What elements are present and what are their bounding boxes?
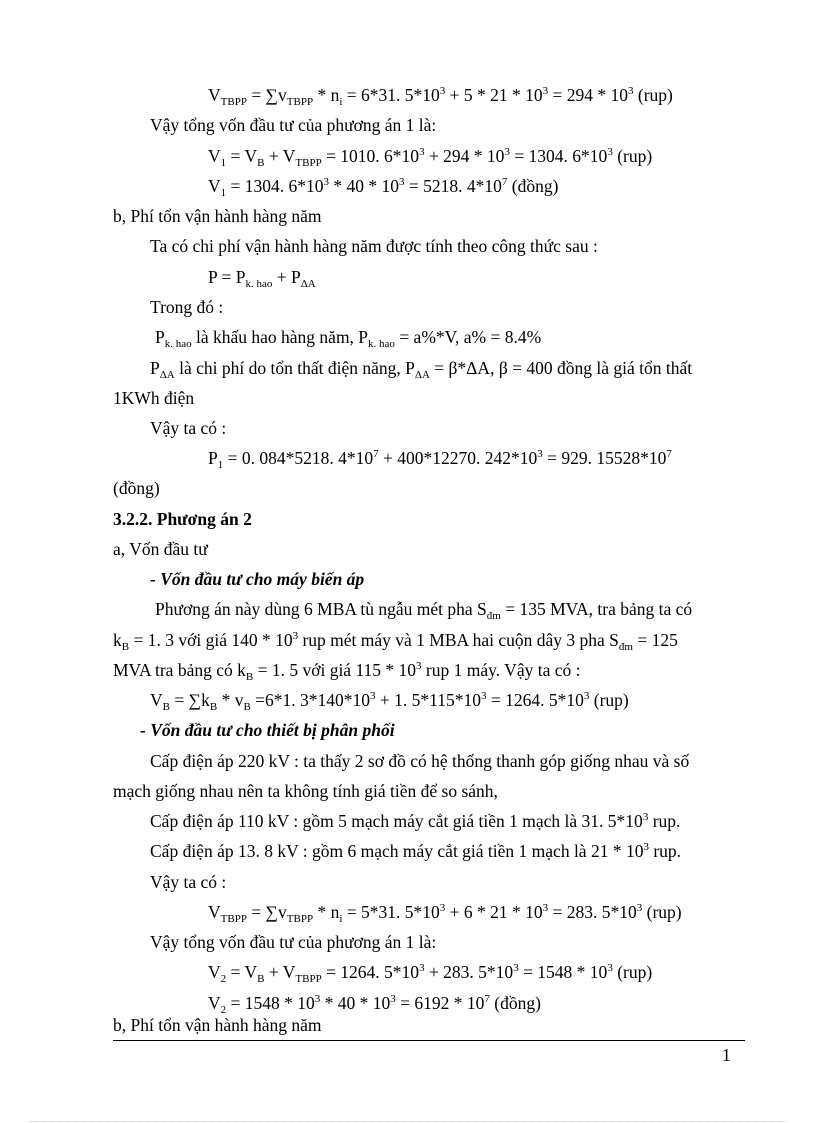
text-220kv: Cấp điện áp 220 kV : ta thấy 2 sơ đồ có hệ thống thanh góp giống nhau và số xyxy=(150,751,690,771)
formula-p: $P = P_{k. hao} + P_{\Delta A}$ xyxy=(208,267,316,290)
text-total-investment-1: Vậy tổng vốn đầu tư của phương án 1 là: xyxy=(150,115,437,135)
formula-p1: $P_1 = 0$. 084*5218. $4*10^7 + 400*12270$. $242*10^3 = 929$. $15528*10^7$ xyxy=(208,448,672,471)
formula-v1-dong: $V_1 = 1304$. $6*10^3 * 40 * 10^3 = 5218$. $4*10^7$ (đồng) xyxy=(208,176,559,199)
text-operating-cost-intro: Ta có chi phí vận hành hàng năm được tính theo công thức sau : xyxy=(150,236,598,256)
section-heading-option-2: 3.2.2. Phương án 2 xyxy=(113,509,252,529)
formula-vb: $V_B = \sum k_B * v_B =6*1$. $3*140*10^3 + 1$. $5*115*10^3 = 1264$. $5*10^3$ (rup) xyxy=(150,690,629,713)
text-option2-mva: MVA tra bảng có $k_B = 1$. 5 với giá $115 * 10^3$ rup 1 máy. Vậy ta có : xyxy=(113,660,581,683)
heading-transformer-investment: - Vốn đầu tư cho máy biến áp xyxy=(150,569,365,589)
formula-v2-dong: $V_2 = 1548 * 10^3 * 40 * 10^3 = 6192 * 10^7$ (đồng) xyxy=(208,993,541,1016)
text-total-investment-2: Vậy tổng vốn đầu tư của phương án 1 là: xyxy=(150,932,437,952)
formula-v1-sum: $V_1 = V_B + V_{TBPP} = 1010$. $6*10^3 + 294 * 10^3 = 1304$. $6*10^3$ (rup) xyxy=(208,146,653,169)
formula-p1-unit: (đồng) xyxy=(113,478,160,498)
subsection-a-investment: a, Vốn đầu tư xyxy=(113,539,208,559)
section-b-operating-cost-2: b, Phí tổn vận hành hàng năm xyxy=(113,1015,322,1035)
page-number: 1 xyxy=(722,1045,731,1065)
text-so-we-have-2: Vậy ta có : xyxy=(150,872,227,892)
formula-v-tbpp-2: $V_{TBPP} = \sum v_{TBPP} * n_i = 5*31$. $5*10^3 + 6 * 21 * 10^3 = 283$. $5*10^3$ (rup) xyxy=(208,902,682,925)
text-depreciation: $P_{k. hao}$ là khấu hao hàng năm, $P_{k. hao} = a\%*V$, a% = 8.4% xyxy=(155,327,542,350)
formula-v-tbpp-1: $V_{TBPP} = \sum v_{TBPP} * n_i = 6*31$. $5*10^3 + 5 * 21 * 10^3 = 294 * 10^3$ (rup) xyxy=(208,85,673,108)
footer-rule xyxy=(113,1040,745,1041)
text-loss-cost: $P_{\Delta A}$ là chi phí do tổn thất điện năng, $P_{\Delta A} = \beta*\Delta A$, β = 400 đồng là giá tổn thất xyxy=(150,358,693,381)
heading-distribution-investment: - Vốn đầu tư cho thiết bị phân phối xyxy=(140,720,395,740)
text-option2-kb: $k_B = 1$. 3 với giá $140 * 10^3$ rup mét máy và 1 MBA hai cuộn dây 3 pha $S_{đm} = 125$ xyxy=(113,630,678,653)
page-bottom-border xyxy=(30,1121,786,1122)
text-110kv: Cấp điện áp 110 kV : gồm 5 mạch máy cắt giá tiền 1 mạch là 31. $5*10^3$ rup. xyxy=(150,811,681,831)
text-option2-transformers: Phương án này dùng 6 MBA tù ngẫu mét pha $S_{đm} = 135$ MVA, tra bảng ta có xyxy=(155,599,693,622)
text-220kv-cont: mạch giống nhau nên ta không tính giá tiền để so sánh, xyxy=(113,781,498,801)
text-so-we-have-1: Vậy ta có : xyxy=(150,418,227,438)
section-b-operating-cost-1: b, Phí tổn vận hành hàng năm xyxy=(113,206,322,226)
formula-v2-sum: $V_2 = V_B + V_{TBPP} = 1264$. $5*10^3 + 283$. $5*10^3 = 1548 * 10^3$ (rup) xyxy=(208,962,653,985)
text-where: Trong đó : xyxy=(150,297,224,317)
text-loss-cost-cont: 1KWh điện xyxy=(113,388,195,408)
text-13-8kv: Cấp điện áp 13. 8 kV : gồm 6 mạch máy cắt giá tiền 1 mạch là $21 * 10^3$ rup. xyxy=(150,841,682,861)
